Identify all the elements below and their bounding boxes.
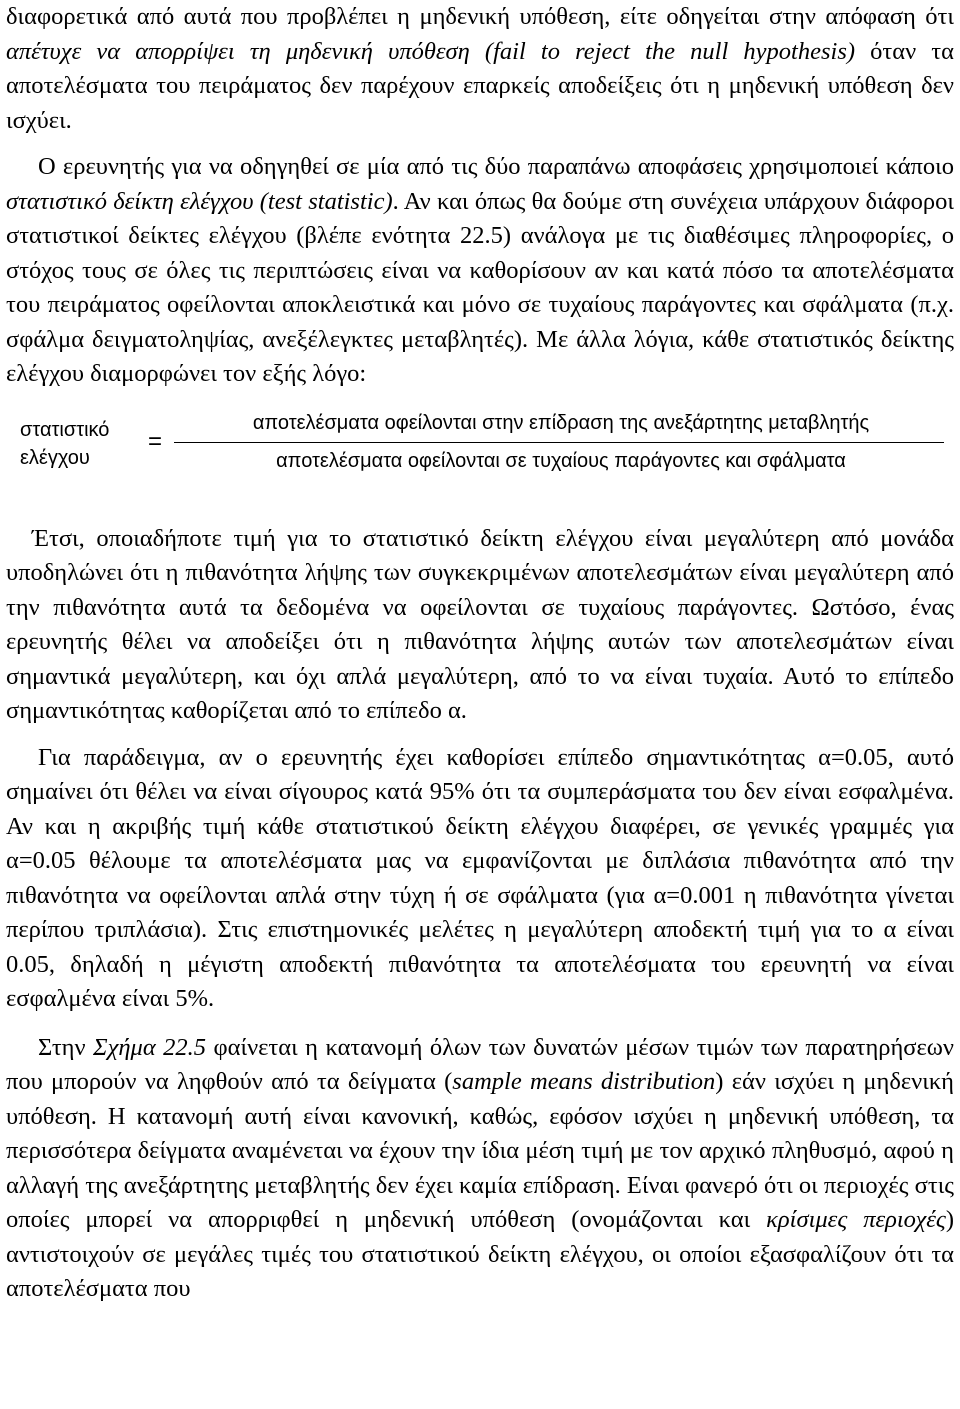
paragraph-5-text-2: φαίνεται η κατανομή όλων των δυνατών μέσων τιμών των παρατηρήσεων που μπορούν να ληφθούν από τα δείγματα (	[6, 1033, 954, 1095]
formula-lhs	[20, 416, 109, 472]
paragraph-5-text-3: ) εάν ισχύει η μηδενική υπόθεση. Η κατανομή αυτή είναι κανονική, καθώς, εφόσον ισχύει η μηδενική υπόθεση, τα περισσότερα δείγματα αναμένεται να έχουν την ίδια μέση τιμή με τον αρχικό πληθυσμό, αφού η αλλαγή της ανεξάρτητης μεταβλητής δεν έχει καμία επίδραση. Είναι φανερό ότι οι περιοχές στις οποίες μπορεί να απορριφθεί η μηδενική υπόθεση (ονομάζονται και	[6, 1068, 954, 1233]
paragraph-5-text-4: ) αντιστοιχούν σε μεγάλες τιμές του στατιστικού δείκτη ελέγχου, οι οποίοι εξασφαλίζουν ότι τα αποτελέσματα που	[6, 1206, 954, 1302]
document-page	[6, 0, 954, 1307]
paragraph-5-italic-term: sample means distribution	[452, 1068, 716, 1095]
paragraph-2	[6, 150, 954, 392]
formula-lhs-line-2: ελέγχου	[20, 446, 90, 469]
paragraph-4: Για παράδειγμα, αν ο ερευνητής έχει καθορίσει επίπεδο σημαντικότητας α=0.05, αυτό σημαίνει ότι θέλει να είναι σίγουρος κατά 95% ότι τα συμπεράσματα του δεν είναι εσφαλμένα. Αν και η ακριβής τιμή κάθε στατιστικού δείκτη ελέγχου διαφέρει, σε γενικές γραμμές για α=0.05 θέλουμε τα αποτελέσματα μας να εμφανίζονται με διπλάσια πιθανότητα από την πιθανότητα να οφείλονται απλά στην τύχη ή σε σφάλματα (για α=0.001 η πιθανότητα γίνεται περίπου τριπλάσια). Στις επιστημονικές μελέτες η μεγαλύτερη αποδεκτή τιμή για το α είναι 0.05, δηλαδή η μέγιστη αποδεκτή πιθανότητα τα αποτελέσματα του ερευνητή να είναι εσφαλμένα είναι 5%.	[6, 743, 954, 1012]
formula-equals-sign: =	[148, 427, 163, 455]
paragraph-1-text-end: όταν τα αποτελέσματα του πειράματος δεν παρέχουν επαρκείς αποδείξεις ότι η μηδενική υπόθεση δεν ισχύει.	[6, 37, 954, 134]
formula-fraction-bar	[174, 442, 944, 443]
paragraph-1-italic-term: απέτυχε να απορρίψει τη μηδενική υπόθεση (fail to reject the null hypothesis)	[6, 37, 856, 65]
paragraph-5-text: Στην	[38, 1033, 94, 1061]
paragraph-5-italic-term-2: κρίσιμες περιοχές	[766, 1206, 946, 1233]
paragraph-2-text-end: . Αν και όπως θα δούμε στη συνέχεια υπάρχουν διάφοροι στατιστικοί δείκτες ελέγχου (βλέπε ενότητα 22.5) ανάλογα με τις διαθέσιμες πληροφορίες, ο στόχος τους σε όλες τις περιπτώσεις είναι να καθορίσουν αν και κατά πόσο τα αποτελέσματα του πειράματος οφείλονται αποκλειστικά και μόνο σε τυχαίους παράγοντες και σφάλματα (π.χ. σφάλμα δειγματοληψίας, ανεξέλεγκτες μεταβλητές). Με άλλα λόγια, κάθε στατιστικός δείκτης ελέγχου διαμορφώνει τον εξής λόγο:	[6, 187, 954, 387]
paragraph-2-italic-term: στατιστικό δείκτη ελέγχου (test statistic)	[6, 187, 393, 215]
formula-denominator: αποτελέσματα οφείλονται σε τυχαίους παράγοντες και σφάλματα	[276, 449, 846, 472]
paragraph-1-text: διαφορετικά από αυτά που προβλέπει η μηδενική υπόθεση, είτε οδηγείται στην απόφαση ότι	[6, 3, 954, 30]
paragraph-2-text: Ο ερευνητής για να οδηγηθεί σε μία από τις δύο παραπάνω αποφάσεις χρησιμοποιεί κάποιο	[38, 153, 954, 180]
formula-lhs-line-1: στατιστικό	[20, 418, 110, 441]
figure-reference: Σχήμα 22.5	[93, 1033, 207, 1061]
test-statistic-formula	[6, 412, 954, 516]
paragraph-1	[6, 0, 954, 138]
paragraph-5	[6, 1031, 954, 1307]
formula-numerator: αποτελέσματα οφείλονται στην επίδραση της ανεξάρτητης μεταβλητής	[252, 411, 870, 434]
paragraph-3: Έτσι, οποιαδήποτε τιμή για το στατιστικό δείκτη ελέγχου είναι μεγαλύτερη από μονάδα υποδηλώνει ότι η πιθανότητα λήψης των συγκεκριμένων αποτελεσμάτων είναι μεγαλύτερη από την πιθανότητα αυτά τα δεδομένα να οφείλονται σε τυχαίους παράγοντες. Ωστόσο, ένας ερευνητής θέλει να αποδείξει ότι η πιθανότητα λήψης αυτών των αποτελεσμάτων είναι σημαντικά μεγαλύτερη, και όχι απλά μεγαλύτερη, από το να είναι τυχαία. Αυτό το επίπεδο σημαντικότητας καθορίζεται από το επίπεδο α.	[6, 524, 954, 724]
